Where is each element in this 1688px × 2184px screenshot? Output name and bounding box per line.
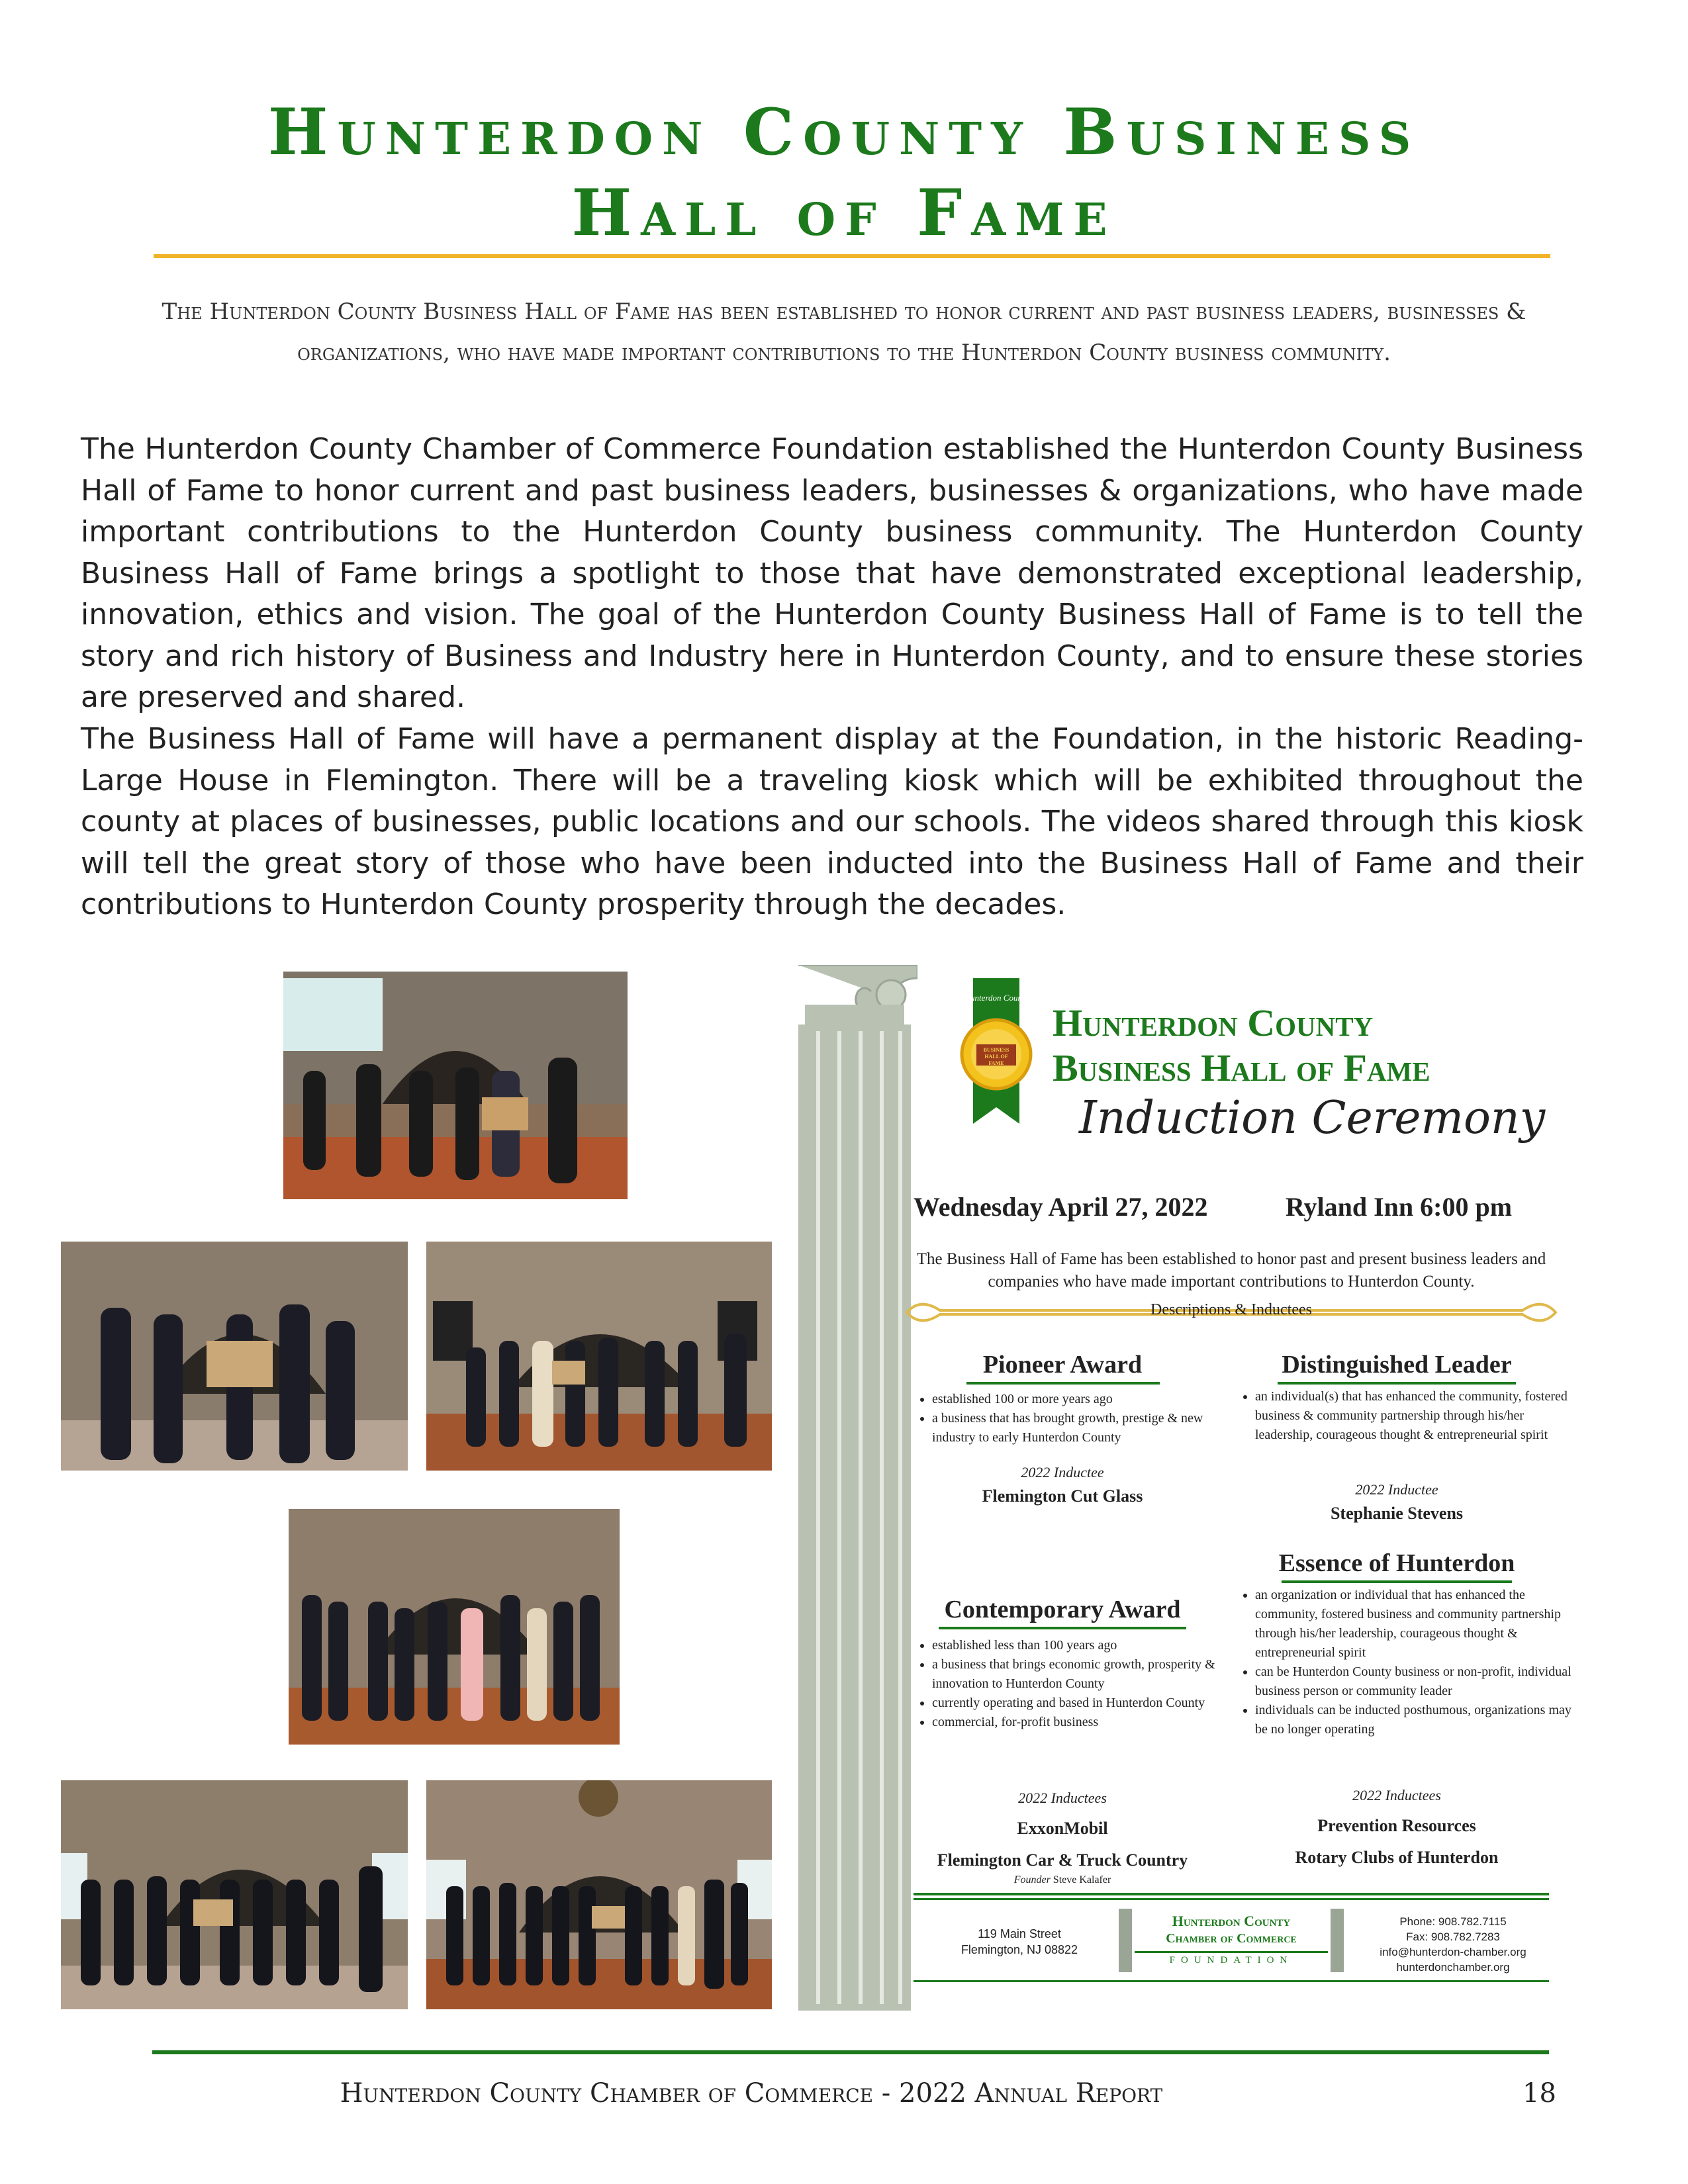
badge-text: BUSINESS HALL OF FAME xyxy=(983,1047,1009,1066)
event-venue: Ryland Inn 6:00 pm xyxy=(1286,1192,1513,1222)
pioneer-underline xyxy=(966,1382,1160,1385)
badge-ribbon-text: Hunterdon County xyxy=(964,993,1029,1003)
ceremony-photo-4 xyxy=(289,1509,620,1745)
contemporary-bullet: • commercial, for-profit business xyxy=(932,1713,1237,1732)
logo-line-2: Chamber of Commerce xyxy=(1166,1931,1297,1946)
flyer-footer-rule-bottom xyxy=(914,1980,1549,1982)
flyer-title-line1: Hunterdon County xyxy=(1053,1001,1374,1044)
distinguished-underline xyxy=(1278,1382,1516,1385)
contemporary-founder xyxy=(900,1874,1225,1886)
contact-web: hunterdonchamber.org xyxy=(1396,1961,1510,1974)
page-number: 18 xyxy=(1523,2078,1556,2109)
page-title-line1: Hunterdon County Business xyxy=(267,95,1421,169)
contact-fax: Fax: 908.782.7283 xyxy=(1406,1931,1500,1943)
flyer-footer-rule-top xyxy=(914,1893,1549,1895)
pioneer-award-title: Pioneer Award xyxy=(982,1351,1143,1379)
divider-label: Descriptions & Inductees xyxy=(1150,1301,1312,1318)
ceremony-photo-2 xyxy=(61,1242,408,1471)
contemporary-bullet: • a business that brings economic growth, prosperity & innovation to Hunterdon County xyxy=(932,1655,1237,1694)
contact-email: info@hunterdon-chamber.org xyxy=(1380,1946,1526,1958)
ceremony-photo-1 xyxy=(283,972,628,1199)
paragraph-1: The Hunterdon County Chamber of Commerce Foundation established the Hunterdon County Business Hall of Fame to honor current and past business leaders, businesses & organizations, who have made important contributions to the Hunterdon County business community. The Hunterdon County Business Hall of Fame brings a spotlight to those that have demonstrated exceptional leadership, innovation, ethics and vision. The goal of the Hunterdon County Business Hall of Fame is to tell the story and rich history of Business and Industry here in Hunterdon County, and to ensure these stories are preserved and shared. xyxy=(81,432,1583,714)
contemporary-inductee-label: 2022 Inductees xyxy=(1018,1790,1107,1806)
pioneer-inductee: Flemington Cut Glass xyxy=(982,1486,1143,1506)
founder-label: Founder xyxy=(1013,1874,1051,1886)
page-title-line2: Hall of Fame xyxy=(571,175,1117,250)
subtitle: The Hunterdon County Business Hall of Fame has been established to honor current and past business leaders, businesses & organizations, who have made important contributions to the Hunterdon County business community. xyxy=(162,298,1526,366)
essence-inductee-label: 2022 Inductees xyxy=(1352,1787,1441,1803)
pioneer-inductee-label: 2022 Inductee xyxy=(1021,1464,1104,1480)
contact-phone: Phone: 908.782.7115 xyxy=(1399,1915,1507,1928)
address-line-1: 119 Main Street xyxy=(978,1927,1061,1940)
contemporary-bullet: • established less than 100 years ago xyxy=(932,1636,1237,1655)
contemporary-award-title: Contemporary Award xyxy=(944,1596,1181,1623)
founder-name: Steve Kalafer xyxy=(1053,1874,1111,1886)
contemporary-inductee-2: Flemington Car & Truck Country xyxy=(937,1850,1188,1870)
address-line-2: Flemington, NJ 08822 xyxy=(961,1943,1078,1956)
distinguished-bullet: • an individual(s) that has enhanced the community, fostered business & community partnership through his/her leadership, courageous thought & entrepreneurial spirit xyxy=(1255,1387,1573,1445)
footer-divider xyxy=(152,2050,1549,2054)
flyer-title-line2: Business Hall of Fame xyxy=(1053,1046,1430,1089)
distinguished-inductee: Stephanie Stevens xyxy=(1330,1504,1464,1523)
contemporary-bullet: • currently operating and based in Hunterdon County xyxy=(932,1694,1237,1713)
distinguished-leader-title: Distinguished Leader xyxy=(1282,1351,1512,1379)
essence-bullet: • can be Hunterdon County business or non-profit, individual business person or community leader xyxy=(1255,1662,1573,1701)
column-decoration xyxy=(792,965,917,2011)
distinguished-inductee-label: 2022 Inductee xyxy=(1355,1481,1438,1498)
logo-line-3: FOUNDATION xyxy=(1169,1955,1293,1966)
descriptions-divider xyxy=(900,1297,1562,1328)
ceremony-photo-3 xyxy=(426,1242,772,1471)
essence-underline xyxy=(1282,1580,1512,1583)
pioneer-bullets xyxy=(914,1390,1223,1447)
flyer-script-title: Induction Ceremony xyxy=(1079,1092,1546,1144)
induction-flyer xyxy=(900,966,1575,1999)
flyer-address xyxy=(927,1926,1112,1958)
event-date: Wednesday April 27, 2022 xyxy=(914,1192,1208,1222)
essence-bullets xyxy=(1237,1586,1573,1739)
essence-inductee-2: Rotary Clubs of Hunterdon xyxy=(1295,1848,1499,1867)
essence-bullet: • an organization or individual that has enhanced the community, fostered business and community partnership through his/her leadership, courageous thought & entrepreneurial spirit xyxy=(1255,1586,1573,1662)
pioneer-bullet: • a business that has brought growth, prestige & new industry to early Hunterdon County xyxy=(932,1409,1223,1447)
contemporary-underline xyxy=(939,1627,1186,1629)
logo-line-1: Hunterdon County xyxy=(1172,1913,1291,1929)
contemporary-bullets xyxy=(914,1636,1237,1732)
page-footer: Hunterdon County Chamber of Commerce - 2022 Annual Report xyxy=(340,2078,1163,2109)
ceremony-photo-5 xyxy=(61,1780,408,2009)
chamber-foundation-logo xyxy=(1119,1909,1344,1972)
essence-inductee-1: Prevention Resources xyxy=(1317,1816,1476,1835)
ceremony-photo-6 xyxy=(426,1780,772,2009)
flyer-contact xyxy=(1357,1914,1549,1975)
paragraph-2: The Business Hall of Fame will have a permanent display at the Foundation, in the historic Reading-Large House in Flemington. There will be a traveling kiosk which will be exhibited throughout the county at places of businesses, public locations and our schools. The videos shared through this kiosk will tell the great story of those who have been inducted into the Business Hall of Fame and their contributions to Hunterdon County prosperity through the decades. xyxy=(81,722,1583,921)
title-divider xyxy=(154,254,1550,258)
essence-bullet: • individuals can be inducted posthumous, organizations may be no longer operating xyxy=(1255,1701,1573,1739)
flyer-footer-rule-top-2 xyxy=(914,1898,1549,1900)
essence-of-hunterdon-title: Essence of Hunterdon xyxy=(1278,1549,1515,1577)
pioneer-bullet: • established 100 or more years ago xyxy=(932,1390,1223,1409)
flyer-intro: The Business Hall of Fame has been established to honor past and present business leaders and companies who have made important contributions to Hunterdon County. xyxy=(916,1250,1546,1291)
contemporary-inductee-1: ExxonMobil xyxy=(1017,1819,1108,1838)
distinguished-bullets xyxy=(1237,1387,1573,1445)
